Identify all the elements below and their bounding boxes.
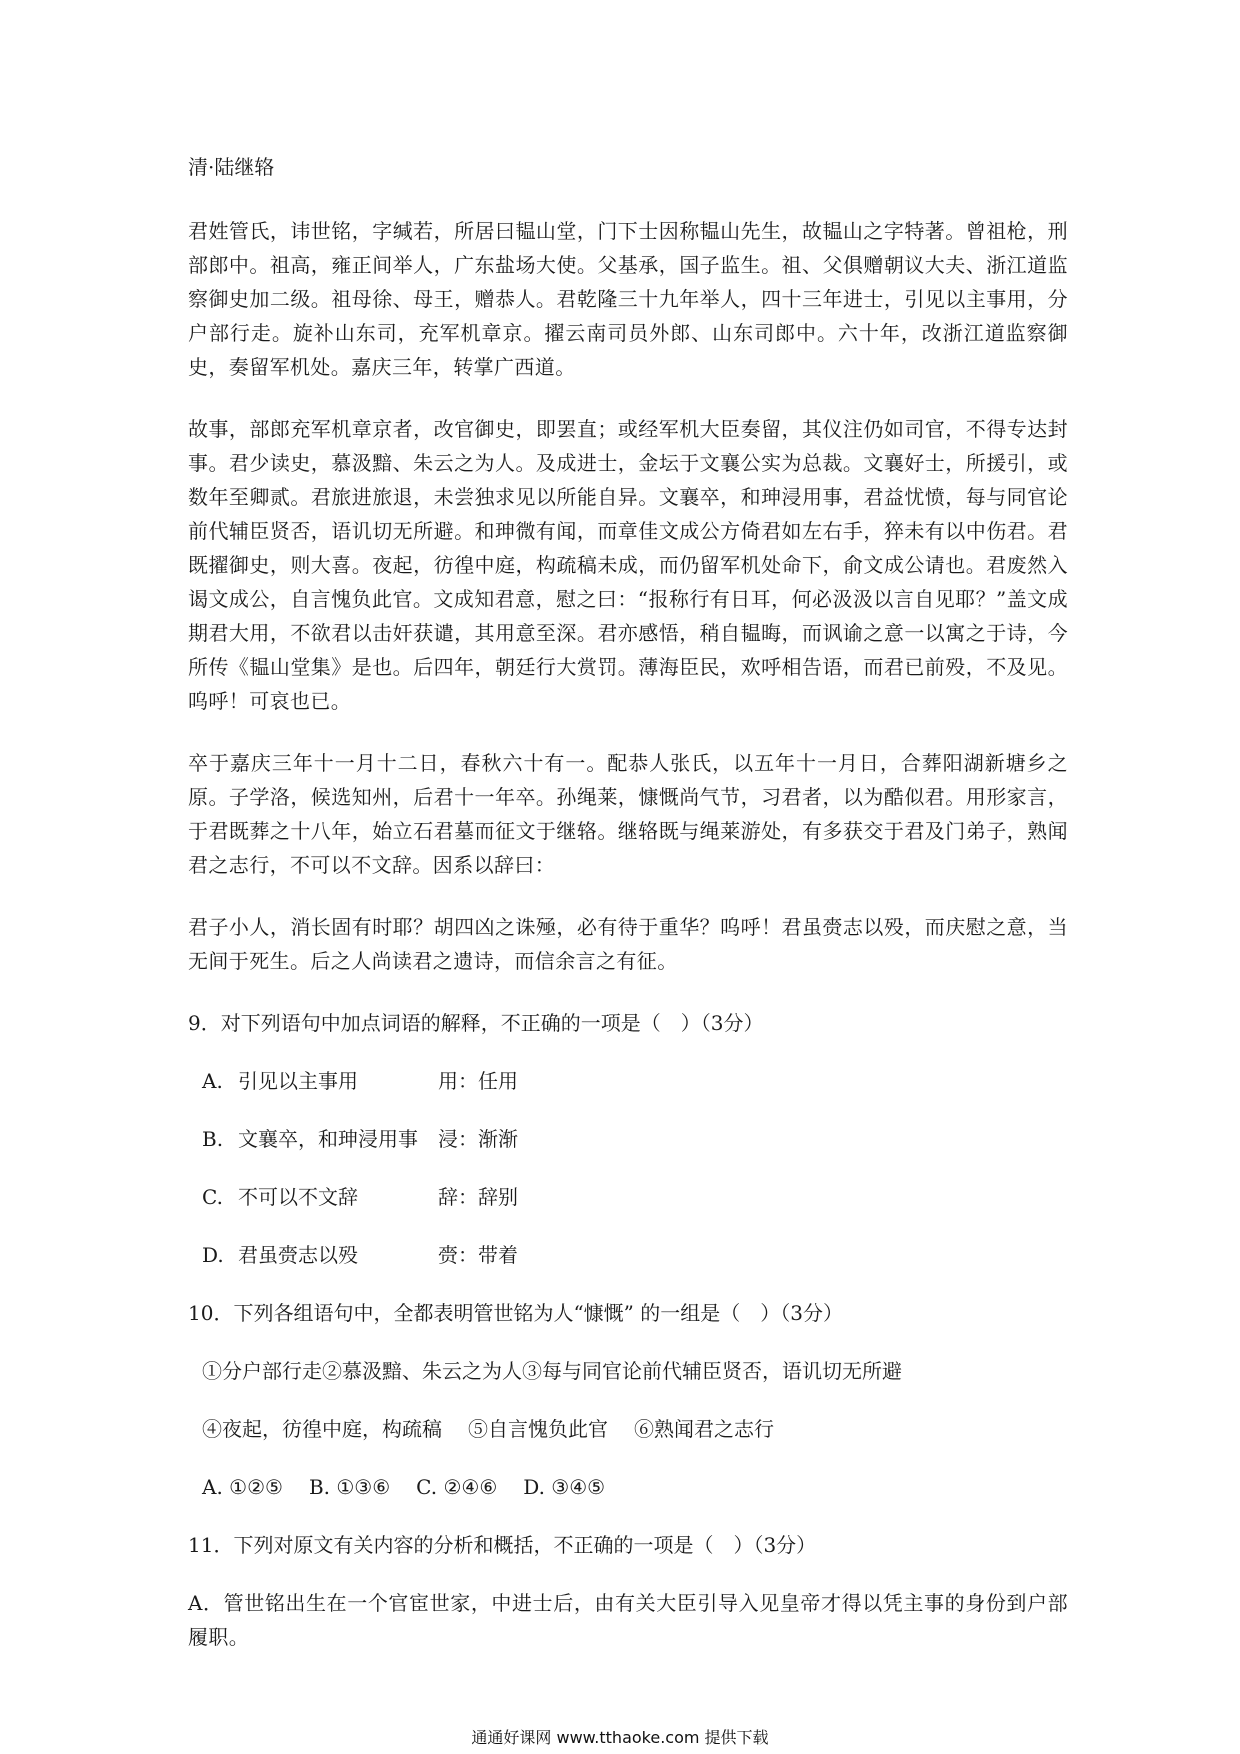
item-4: ④夜起，彷徨中庭，构疏稿 [202,1417,442,1441]
option-gloss: 赍：带着 [438,1243,518,1267]
paragraph-2: 故事，部郎充军机章京者，改官御史，即罢直；或经军机大臣奏留，其仪注仍如司官，不得专达封事。君少读史，慕汲黯、朱云之为人。及成进士，金坛于文襄公实为总裁。文襄好士，所援引，或数年至卿贰。君旅进旅退，未尝独求见以所能自异。文襄卒，和珅浸用事，君益忧愤，每与同官论前代辅臣贤否，语讥切无所避。和珅微有闻，而章佳文成公方倚君如左右手，猝未有以中伤君。君既擢御史，则大喜。夜起，彷徨中庭，构疏稿未成，而仍留军机处命下，俞文成公请也。君废然入谒文成公，自言愧负此官。文成知君意，慰之曰：“报称行有日耳，何必汲汲以言自见耶？”盖文成期君大用，不欲君以击奸获谴，其用意至深。君亦感悟，稍自韫晦，而讽谕之意一以寓之于诗，今所传《韫山堂集》是也。后四年，朝廷行大赏罚。薄海臣民，欢呼相告语，而君已前殁，不及见。呜呼！可哀也已。 [188,417,1068,713]
option-text: 文襄卒，和珅浸用事 [238,1127,418,1151]
option-gloss: 辞：辞别 [438,1185,518,1209]
item-5: ⑤自言愧负此官 [468,1417,608,1441]
option-letter: D. [202,1243,224,1267]
paragraph-1: 君姓管氏，讳世铭，字缄若，所居曰韫山堂，门下士因称韫山先生，故韫山之字特著。曾祖枪，刑部郎中。祖高，雍正间举人，广东盐场大使。父基承，国子监生。祖、父俱赠朝议大夫、浙江道监察御史加二级。祖母徐、母王，赠恭人。君乾隆三十九年举人，四十三年进士，引见以主事用，分户部行走。旋补山东司，充军机章京。擢云南司员外郎、山东司郎中。六十年，改浙江道监察御史，奏留军机处。嘉庆三年，转掌广西道。 [188,219,1068,379]
question-9-option-d [202,1238,1068,1272]
option-gloss: 用：任用 [438,1069,518,1093]
question-9-option-c [202,1180,1068,1214]
question-10-stem: 10．下列各组语句中，全都表明管世铭为人“慷慨” 的一组是（ ）（3分） [188,1301,843,1325]
option-text: 引见以主事用 [238,1069,358,1093]
option-letter: C. [202,1185,223,1209]
answer-a: A. ①②⑤ [202,1475,283,1499]
answer-c: C. ②④⑥ [416,1475,498,1499]
option-text: 不可以不文辞 [238,1185,358,1209]
option-letter: A. [202,1069,223,1093]
question-10-items-line-1: ①分户部行走②慕汲黯、朱云之为人③每与同官论前代辅臣贤否，语讥切无所避 [202,1359,902,1383]
paragraph-4: 君子小人，消长固有时耶？胡四凶之诛殛，必有待于重华？呜呼！君虽赍志以殁，而庆慰之意，当无间于死生。后之人尚读君之遗诗，而信余言之有征。 [188,915,1068,973]
answer-b: B. ①③⑥ [308,1475,391,1499]
item-6: ⑥熟闻君之志行 [634,1417,774,1441]
question-10-answers [202,1470,1068,1504]
option-text: 君虽赍志以殁 [238,1243,358,1267]
question-11-stem: 11．下列对原文有关内容的分析和概括，不正确的一项是（ ）（3分） [188,1533,817,1557]
question-9-stem: 9．对下列语句中加点词语的解释，不正确的一项是（ ）（3分） [188,1011,764,1035]
document-body [188,150,1068,1682]
option-letter: B. [202,1127,224,1151]
paragraph-3: 卒于嘉庆三年十一月十二日，春秋六十有一。配恭人张氏，以五年十一月日，合葬阳湖新塘乡之原。子学洛，候选知州，后君十一年卒。孙绳莱，慷慨尚气节，习君者，以为酷似君。用形家言，于君既葬之十八年，始立石君墓而征文于继辂。继辂既与绳莱游处，有多获交于君及门弟子，熟闻君之志行，不可以不文辞。因系以辞曰： [188,751,1068,877]
question-11-option-a: A．管世铭出生在一个官宦世家，中进士后，由有关大臣引导入见皇帝才得以凭主事的身份到户部履职。 [188,1591,1068,1649]
author-line: 清·陆继辂 [188,155,275,179]
question-10-items-line-2 [202,1412,1068,1446]
footer-credit: 通通好课网 www.tthaoke.com 提供下载 [471,1728,769,1747]
question-9-option-a [202,1064,1068,1098]
option-gloss: 浸：渐渐 [438,1127,518,1151]
answer-d: D. ③④⑤ [523,1475,606,1499]
question-9-option-b [202,1122,1068,1156]
